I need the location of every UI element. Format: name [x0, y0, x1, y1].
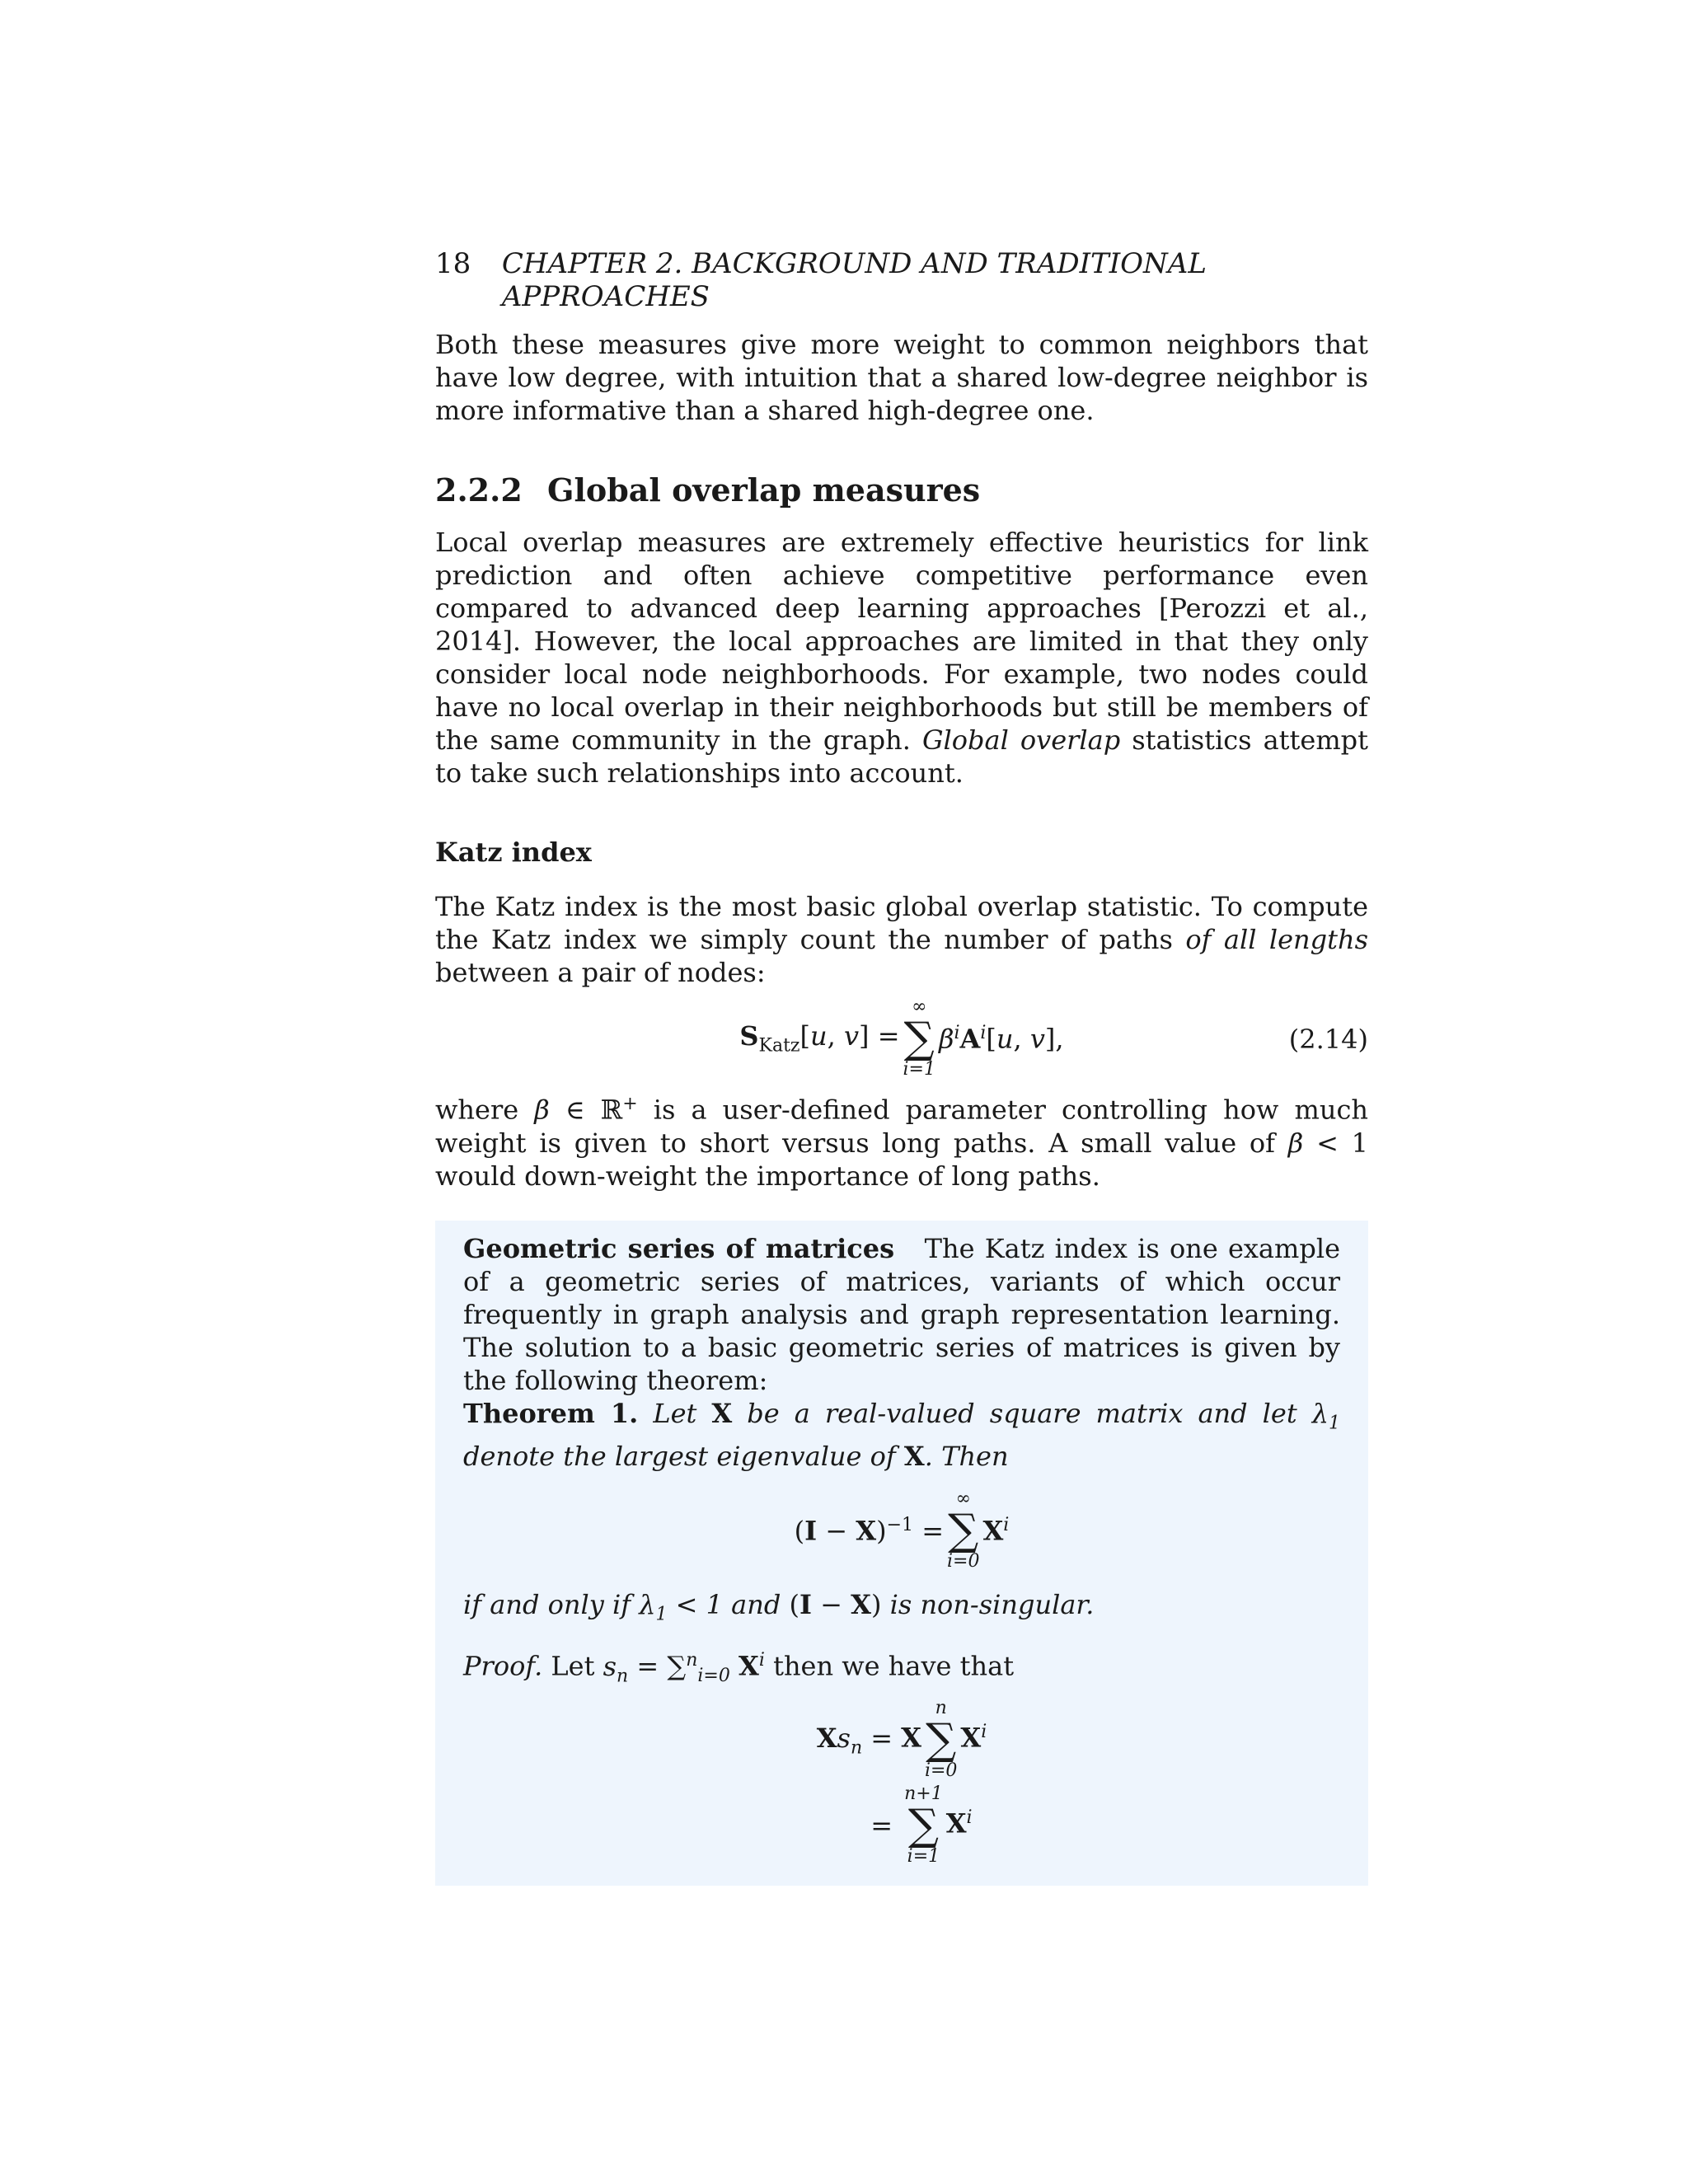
equation-number: (2.14) — [1288, 1024, 1368, 1055]
box-heading: Geometric series of matrices — [463, 1232, 895, 1264]
running-header — [435, 247, 1368, 313]
katz-formula: $S_{Katz}[u$, v] = ∞ ∑ i=1 $\beta^iA^i[u$, v], — [739, 996, 1064, 1080]
theorem-condition: if and only if $\lambda_1 < 1$ and (I − X) is non-singular. — [463, 1589, 1095, 1625]
beta-paragraph: where β ∈ ℝ+ is a user-defined parameter controlling how much weight is given to short versus long paths. A small value of β < 1 would down-weight the importance of long paths. — [435, 1094, 1369, 1192]
summation-symbol: ∞ ∑ i=1 — [903, 996, 935, 1080]
section-number: 2.2.2 — [435, 471, 523, 509]
section-paragraph-text-end: statistics attempt to take such relationships into account. — [435, 724, 1369, 789]
page-number: 18 — [435, 247, 471, 280]
beta-paragraph-text-b: is a user-defined parameter controlling how much weight is given to short versus long paths. A small value of — [435, 1094, 1369, 1159]
theorem-label: Theorem 1. — [463, 1397, 639, 1429]
condition-text-b: and — [723, 1589, 790, 1621]
katz-paragraph-text-end: between a pair of nodes: — [435, 957, 766, 988]
katz-paragraph-text: The Katz index is the most basic global overlap statistic. To compute the Katz index we simply count the number of paths — [435, 891, 1368, 955]
beta-paragraph-text-a: where — [435, 1094, 535, 1126]
box-intro — [463, 1232, 1340, 1397]
subsection-heading: Katz index — [435, 837, 592, 868]
katz-paragraph — [435, 890, 1368, 989]
section-title: Global overlap measures — [547, 471, 981, 509]
box-intro-text: The Katz index is one example of a geometric series of matrices, variants of which occur frequently in graph analysis and graph representation learning. The solution to a basic geometric series of matrices is given by the following theorem: — [463, 1232, 1341, 1396]
emphasis-global-overlap: Global overlap — [921, 724, 1121, 756]
summation-symbol-theorem: ∞ ∑ i=0 — [947, 1488, 980, 1572]
condition-text-a: if and only if — [463, 1589, 640, 1621]
geometric-series-box — [435, 1221, 1368, 1886]
condition-text-c: is non-singular. — [881, 1589, 1095, 1621]
section-paragraph — [435, 526, 1368, 790]
proof-derivation: $Xs_n$ = X n ∑ i=0 $X^i$ = n+1 ∑ i=1 $X^i$ — [816, 1698, 987, 1868]
proof-text-a: Let — [551, 1651, 603, 1683]
document-page — [435, 247, 1368, 1886]
theorem-statement: Theorem 1. Let X be a real-valued square matrix and let $\lambda_1$ denote the largest eigenvalue of X. Then — [463, 1397, 1341, 1473]
theorem-formula: $(I - X)^{-1}$ = ∞ ∑ i=0 $X^i$ — [794, 1488, 1010, 1572]
proof-line: Proof. Let $s_n = \sum^n_{i=0}$ $X^i$ then we have that — [463, 1650, 1015, 1687]
section-heading — [435, 470, 1368, 511]
equation-katz — [435, 989, 1368, 1088]
section-paragraph-text: Local overlap measures are extremely effective heuristics for link prediction and often achieve competitive performance even compared to advanced deep learning approaches [Perozzi et al., 2014]. However, the local approaches are limited in that they only consider local node neighborhoods. For example, two nodes could have no local overlap in their neighborhoods but still be members of the same community in the graph. — [435, 527, 1368, 756]
chapter-title: CHAPTER 2. BACKGROUND AND TRADITIONAL APPROACHES — [501, 247, 1207, 313]
proof-text-b: then we have that — [773, 1651, 1015, 1683]
intro-paragraph: Both these measures give more weight to common neighbors that have low degree, with intuition that a shared low-degree neighbor is more informative than a shared high-degree one. — [435, 329, 1368, 426]
beta-paragraph-text-c: would down-weight the importance of long paths. — [435, 1160, 1100, 1192]
proof-label: Proof. — [463, 1651, 543, 1683]
emphasis-all-lengths: of all lengths — [1185, 924, 1369, 955]
